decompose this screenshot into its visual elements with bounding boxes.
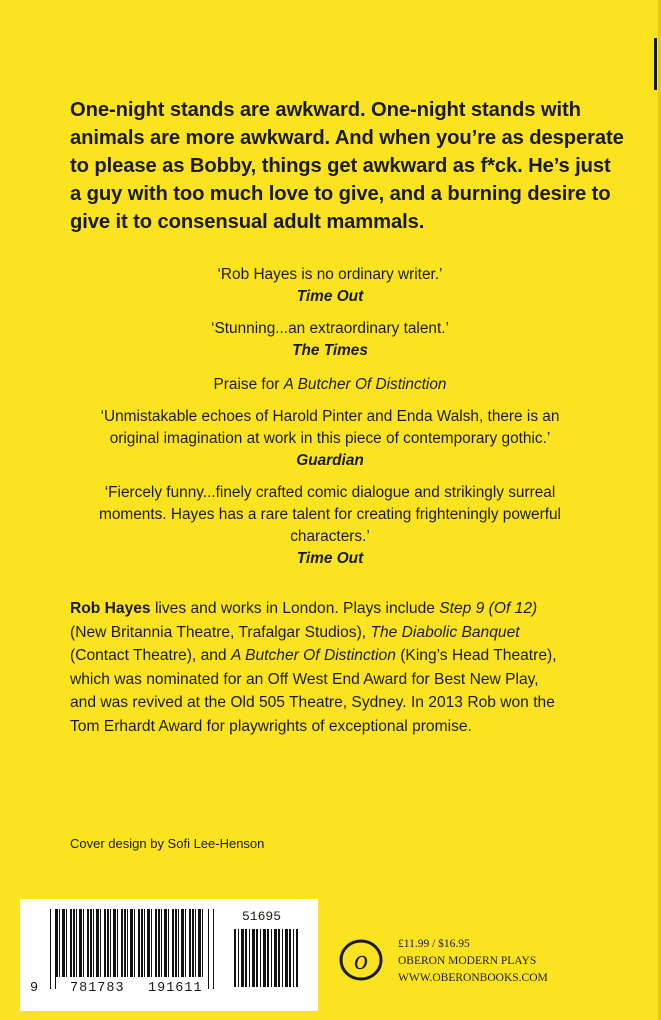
quote-source: Time Out (296, 550, 364, 567)
blurb-paragraph (70, 96, 630, 236)
author-name: Rob Hayes (70, 600, 151, 617)
isbn-right-digits: 191611 (148, 981, 203, 996)
quote-text: characters.’ (290, 528, 370, 545)
quote-text: ‘Fiercely funny...finely crafted comic dialogue and strikingly surreal (104, 484, 556, 501)
isbn-lead-digit: 9 (30, 981, 39, 996)
review-quotes (50, 264, 610, 580)
publisher-url: WWW.OBERONBOOKS.COM (398, 972, 548, 984)
praise-heading (50, 374, 610, 396)
review-quote (50, 482, 610, 570)
barcode-guard (208, 909, 214, 989)
blurb-line: a guy with too much love to give, and a burning desire to (70, 183, 611, 205)
cover-credit: Cover design by Sofi Lee-Henson (70, 836, 265, 851)
bio-line: and was revived at the Old 505 Theatre, Sydney. In 2013 Rob won the (70, 694, 555, 711)
bio-text: (Contact Theatre), and (70, 647, 231, 664)
isbn-barcode (56, 909, 206, 977)
barcode-panel (20, 899, 318, 1011)
quote-text: original imagination at work in this piece of contemporary gothic.’ (109, 430, 551, 447)
bio-line: which was nominated for an Off West End Award for Best New Play, (70, 670, 539, 688)
blurb-line: animals are more awkward. And when you’re as desperate (70, 127, 624, 149)
quote-text: ‘Unmistakable echoes of Harold Pinter and Enda Walsh, there is an (100, 408, 560, 425)
review-quote (50, 264, 610, 308)
play-title: Step 9 (Of 12) (439, 600, 538, 617)
praise-prefix: Praise for (213, 376, 284, 393)
bio-text: (New Britannia Theatre, Trafalgar Studios), (70, 623, 371, 641)
quote-source: Guardian (296, 452, 364, 469)
spine-mark (654, 38, 657, 90)
bio-text: lives and works in London. Plays include (150, 600, 440, 617)
play-title: The Diabolic Banquet (370, 623, 520, 641)
review-quote (50, 318, 610, 362)
praise-title: A Butcher Of Distinction (283, 376, 447, 393)
quote-source: The Times (292, 342, 368, 359)
oberon-logo-icon (338, 936, 384, 982)
price: £11.99 / $16.95 (398, 938, 470, 950)
price-addon-digits: 51695 (242, 909, 282, 924)
bio-line: Tom Erhardt Award for playwrights of exceptional promise. (70, 717, 472, 735)
bio-line (70, 644, 635, 668)
quote-text: ‘Stunning...an extraordinary talent.’ (211, 320, 449, 337)
bio-line (70, 597, 635, 621)
quote-text: moments. Hayes has a rare talent for creating frighteningly powerful (99, 506, 561, 523)
series-name: OBERON MODERN PLAYS (398, 955, 537, 967)
quote-text: ‘Rob Hayes is no ordinary writer.’ (217, 266, 443, 283)
isbn-left-digits: 781783 (70, 981, 125, 996)
quote-source: Time Out (296, 288, 364, 305)
author-bio (70, 597, 635, 738)
blurb-line: to please as Bobby, things get awkward as f*ck. He’s just (70, 155, 611, 177)
logo-letter: o (354, 945, 368, 976)
bio-line (70, 621, 635, 645)
bio-text: (King’s Head Theatre), (395, 647, 557, 664)
blurb-line: give it to consensual adult mammals. (70, 211, 425, 233)
price-addon-barcode (234, 929, 298, 987)
review-quote (50, 406, 610, 472)
publisher-info (398, 936, 548, 987)
play-title: A Butcher Of Distinction (230, 647, 396, 664)
blurb-line: One-night stands are awkward. One-night stands with (70, 99, 581, 121)
